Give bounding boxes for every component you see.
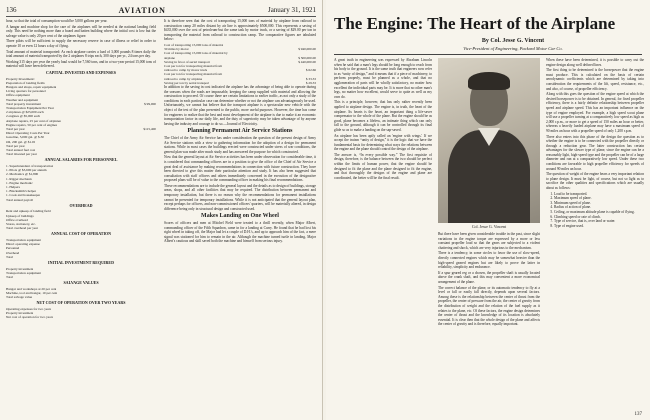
row-label: Property Investment:	[6, 76, 35, 81]
net-cost-table	[6, 307, 156, 320]
row-label: Property investment	[6, 266, 34, 271]
net-cost-heading: NET COST OF OPERATION OVER TWO YEARS	[36, 300, 126, 306]
row-label: 1. Blacksmith's helper	[6, 189, 37, 194]
row-value	[154, 315, 156, 319]
row-label: Cost per ton for transporting material from	[164, 72, 223, 77]
row-label: Engine repairs, 50 per cent of engines	[6, 122, 58, 127]
requirements-intro: The question of weight of the engine bears a very important relation to plane design. It must be light, of course, but not so light as to sacrifice the other qualities and specifications which are usually about as follows:	[546, 172, 644, 191]
row-label: Transportation equipment	[6, 238, 42, 243]
paragraph: But there have been given considerable trouble in the past, since slight variations in the engine torque are expressed by a more or less constant propeller load so that the gears are subjected to a violent chattering and shock, which are very injurious to the mechanism.	[438, 232, 540, 250]
row-label: 1. Cook and housekeeper	[6, 193, 41, 198]
row-label: Preparation of landing fields	[6, 80, 45, 85]
row-label: Transportation equipment	[6, 270, 42, 275]
row-label: Personnel	[6, 246, 20, 251]
row-label: Total per year	[6, 143, 25, 148]
row-value: $ 940,000.00	[298, 47, 316, 52]
journal-name: AVIATION	[118, 5, 166, 15]
paragraph: Along with this goes the question of the engine speed at which the desired horsepower is to be obtained. In general, for fixed propeller efficiency, there is a fairly definite relationship between propeller speed and airplane speed. This has an important influence on the type of engine employed. For example, a high speed scout plane will use a propeller turning at a comparatively low speed as high as 2,000 r.p.m., or more to get a speed of 150 miles an hour or better, whereas a heavily loaded airplane may have a maximum speed of 90 miles an hour with a propeller speed of only 1,200 r.p.m.	[546, 92, 644, 133]
list-item: 5. Ceiling, or maximum altitude plane is capable of flying.	[554, 210, 644, 215]
row-label: Machine, tool and hangar, 10 per cent	[6, 291, 58, 296]
list-item: 8. Type of engine used.	[554, 224, 644, 229]
row-label: Upkeep of buildings	[6, 213, 34, 218]
paragraph: There is a tendency, in some circles to favor the use of slow-speed, directly connected engines which may be somewhat heavier than the high-speed geared engines but are likely to prove the latter in reliability, simplicity and endurance.	[438, 251, 540, 270]
table-row	[6, 295, 156, 299]
paragraph: The Chief of the Army Air Service has under consideration the question of the present design of Army Air Service stations with a view to gathering information for the adoption of a design for permanent stations. While in most cases the buildings erected were constructed under stress of war conditions, the general plan was made after much study and has answered the purpose for which constructed.	[164, 135, 316, 154]
comparison-table	[164, 43, 316, 85]
overhead-table	[6, 209, 156, 230]
right-column-middle	[438, 232, 540, 408]
issue-date: January 31, 1921	[267, 6, 316, 14]
table-row	[6, 255, 156, 259]
paragraph: It is therefore seen that the cost of transporting 15,000 tons of material by airplane from railroad to construction camp 20 miles distant by air line is approximately $500,000. This represents a saving of $435,000 over the cost of petroleum-but the same task by motor truck, or a saving of $29.00 per ton in transporting the material from railroad to construction camp. The comparative figures are tabulated below:	[164, 19, 316, 42]
row-label: Total overhead per year	[6, 226, 39, 231]
row-label: 2 airplanes @ $25,000 each	[6, 110, 44, 115]
list-item: 3. Minimum speed of plane.	[554, 201, 644, 206]
row-label: Overhead	[6, 250, 20, 255]
row-label: Hangar and workshops at 20 per cent	[6, 286, 57, 291]
author-portrait-photo	[438, 58, 540, 223]
row-label: Total	[6, 254, 13, 259]
row-label: Direct Operating Costs Per Year	[6, 131, 50, 136]
row-label: Cost of transporting 15,000 tons of material by	[164, 51, 228, 56]
row-label: Rent and upkeep of landing field	[6, 209, 51, 214]
row-label: Cost of transporting 15,000 tons of material	[164, 42, 224, 47]
row-value: $ 29.33	[305, 80, 316, 85]
row-value	[154, 152, 156, 156]
list-item: 2. Maximum speed of plane.	[554, 196, 644, 201]
row-label: Gasoline, 5,000 gal. @ $.30	[6, 135, 44, 140]
row-label: railroad to camp by motor truck	[164, 68, 208, 73]
annual-heading: ANNUAL COST OF OPERATION	[50, 231, 112, 237]
paragraph: An airplane has been aptly called an 'engine with wings.' If we accept the truism “unity of design,” it is the logic that we have the fundamental basis for determining what ways the relations between the engine and the plane should control the design of the airplane.	[334, 133, 432, 152]
row-label: Property investment	[6, 311, 34, 316]
row-label: Airplane repairs, 25 per cent of airplanes	[6, 118, 62, 123]
row-value	[154, 275, 156, 279]
row-label: airplane	[164, 55, 175, 60]
right-page-number: 137	[634, 412, 642, 417]
table-row	[6, 152, 156, 156]
portrait-hair	[468, 72, 510, 90]
row-label: Total salvage value	[6, 295, 33, 300]
row-label: Living quarters for personnel	[6, 89, 46, 94]
title-divider	[334, 54, 642, 55]
article-title: The Engine: The Heart of the Airplane	[334, 14, 616, 33]
requirements-list	[546, 192, 644, 229]
author-affiliation: Vice-President of Engineering, Packard Motor Car Co.	[463, 46, 563, 51]
row-label: 1. Engine mechanic	[6, 180, 33, 185]
row-label: Net cost of operation for two years	[6, 315, 54, 320]
interest-table	[6, 267, 156, 280]
left-page-header	[6, 4, 316, 17]
row-value: $ 99,000	[144, 101, 156, 106]
paragraph: hour, so that the total of consumption would be 5,000 gallons per year.	[6, 19, 108, 23]
paragraph: The correct balance of the plane, or its automatic tendency to fly at a level or fall or easily fall directly, depends upon several factors. Among these is the relationship between the center of thrust from the propeller, the center of pressure from the air, the center of gravity from the distribution of weight and the relation of the fuel supply as it relates to the plane, etc. Of these factors, the engine design determines the center of thrust and the knowledge of its location is absolutely essential. It is clear then that the whole design of the plane and affects the center of gravity and is therefore, equally important.	[438, 285, 540, 327]
table-row	[6, 315, 156, 319]
row-label: Weather and equipment	[6, 97, 39, 102]
list-item: 7. Type of service, that is, over land or water.	[554, 219, 644, 224]
left-column-2	[164, 19, 316, 415]
paragraph: If a spur geared reg or a chosen, the propeller shaft is usually located above the crank shaft, and this may convenient a more economical arrangement of the plane.	[438, 270, 540, 284]
right-page	[326, 0, 650, 420]
paragraph: The answer is, “In every possible way.” The first requisite of design, therefore, is the balance between the two should be perfect within the limits of human power, that the engine should be designed to fit the plane and the plane designed to fit the engine, and that thoroughly the designs of the engine and plane are coordinated, the better will be the final result.	[334, 152, 432, 180]
paragraph: Working 315 days per year the yearly haul would be 7,560 tons, and in a two-year period 15,000 tons of material will have been delivered.	[6, 59, 156, 69]
salvage-heading: SALVAGE VALUES	[63, 280, 99, 286]
row-value: $115,400	[143, 126, 156, 131]
paragraph: There also enters into this phase of the design the question as to whether the engine is to be connected with the propeller directly or through a reduction gear. The latter construction has certain advantages for the slower type of plane, since the engine can be a reasonably light, high-speed type and the propeller can be of a large diameter and run at a comparatively low speed. Under these two conditions are favorable to high propeller efficiency for speeds of around 90 miles an hour.	[546, 134, 644, 171]
salaries-table	[6, 164, 156, 202]
row-value	[154, 198, 156, 202]
row-label: Oil, 200 gal. @ $1.00	[6, 139, 36, 144]
list-item: 1. Load to be transported.	[554, 192, 644, 197]
list-item: 4. Radius of action of plane.	[554, 205, 644, 210]
salvage-table	[6, 287, 156, 300]
left-column-1	[6, 19, 156, 415]
paragraph: Now that the general layout at Air Service activities has been under observation for considerable time, it is considered that commanding officers are in a position to give the office of the Chief of Air Service a great deal of assistance by making recommendations in connection with future construction. They have been directed to give this matter their particular attention and study. It has also been suggested that consultation with staff officers and others immediately concerned in the execution of the designative proposed plans will be of value to the commanding officer in making his final recommendations.	[164, 155, 316, 183]
row-value	[154, 295, 156, 299]
article-byline: By Col. Jesse G. Vincent	[481, 38, 545, 44]
row-label: 1. Superintendent of transportation	[6, 163, 54, 168]
row-value: $ 33.33	[305, 76, 316, 81]
row-label: Direct operating expense	[6, 242, 40, 247]
row-label: 1. Helpers	[6, 185, 20, 189]
row-value: $ 500,000.00	[298, 55, 316, 60]
row-label: Total	[6, 275, 13, 280]
row-label: Saving per ton by aerial transport	[164, 80, 210, 85]
list-item: 6. Climbing speed or rate of climb.	[554, 215, 644, 220]
overhead-heading: OVERHEAD	[69, 202, 93, 208]
row-label: Operating expenses for two years	[6, 307, 52, 312]
row-label: railroad to camp by airplane	[164, 76, 203, 81]
row-label: Hangars and shops, repair equipment	[6, 84, 57, 89]
row-value: $ 440,000.00	[298, 59, 316, 64]
row-label: Office overhead	[6, 217, 28, 222]
table-row	[6, 198, 156, 202]
section-title-air-stations: Planning Permanent Air Service Stations	[187, 128, 293, 135]
row-label: Transportation Equipment Per Year	[6, 105, 54, 110]
row-label: Cost per ton for transporting material from	[164, 63, 223, 68]
paragraph: The first thing to be determined is the horsepower that the engine must produce. This is calculated on the basis of certain aerodynamic coefficients which are determined by taking into consideration the requirements of the lift, speed, resistance, etc., and also, of course, of propeller efficiency.	[546, 68, 644, 91]
row-label: Total annual fuel cost	[6, 147, 36, 152]
row-label: Total annual payroll	[6, 197, 34, 202]
paragraph: Total amount of material transported: As each airplane carries a load of 3,000 pounds 8 times daily the total amount of material transported by the 2 airplanes 8 trips each, 300 days per yr., 24 tons per day.	[6, 49, 156, 59]
row-value: $ 62.66	[305, 68, 316, 73]
paragraph: When these have been determined, it is possible to carry out the engine design along well defined lines.	[546, 58, 644, 67]
annual-table	[6, 238, 156, 259]
row-label: Stores, stationery, etc.	[6, 222, 36, 227]
table-row	[6, 226, 156, 230]
paragraph: These recommendations are to include the general layout and the details as to design of buildings, storage areas, shops, and all other facilities that may be required. The distribution between permanent and temporary installation, but there is no reason why the recommendations for permanent installations cannot be presented for temporary installations. While it is not anticipated that the general layout plan, except perhaps for officers, and non-commissioned officers' quarters, will be materially altered, in design difference being only in structural design and constructed used.	[164, 183, 316, 211]
photo-caption: Col. Jesse G. Vincent	[471, 224, 507, 229]
row-label: 30 miles by motor	[164, 47, 189, 52]
interest-heading: INITIAL INVESTMENT REQUIRED	[48, 260, 114, 266]
capital-table	[6, 77, 156, 157]
row-label: 2 engines @ $5,000 each	[6, 114, 41, 119]
row-label: 2. Mechanics @ $1,800	[6, 172, 39, 177]
row-label: 1. Pilots @ $3,600 per annum	[6, 168, 47, 173]
row-value	[154, 226, 156, 230]
row-label: 1. Rigger mechanic	[6, 176, 33, 181]
paragraph: A hangar and machine shop for the care of the airplanes will be needed at the national landing field only. This need be nothing more than a board and batten building where the initial cost is low but the salvage value is only 20 per cent of the airplanes figure.	[6, 24, 156, 38]
paragraph: A great truth in engineering was expressed by Abraham Lincoln when he said that a man's legs should be long enough to reach from his body to the ground. It is the same truth that engineers now refer to as “unity of design,” and it means that if a piece of machinery, to perform properly, must be planned as a whole, and that no agglomeration of parts will be wholly satisfactory, no matter how excellent the individual parts may be. It is more that no other man's legs, no matter how excellent, would serve to quite as well as my own do.	[334, 58, 432, 99]
capital-heading: CAPITAL INVESTED AND EXPENSES	[45, 69, 117, 75]
row-label: Total per year	[6, 126, 25, 131]
right-column-1	[334, 58, 432, 408]
right-column-2	[546, 58, 644, 408]
left-page-number: 136	[6, 6, 17, 14]
row-label: Total invested per year	[6, 152, 37, 157]
row-label: Saving in favor of aerial transport	[164, 59, 210, 64]
row-value	[154, 255, 156, 259]
paragraph: Three pilots will be sufficient to supply the necessary reserve in case of illness or relief in order to operate 10 or even 12 hours a day of flying.	[6, 39, 156, 48]
table-row	[6, 275, 156, 279]
paragraph: This is a principle, however, that has only rather recently been applied to airplane design. The engine is, in truth, the heart of the airplane. Its hearts is the heart, an important thing a life-saver compensator to the whole of the plane. But the engine should be as good, plane becomes a lifeless, an intimate thing which can only fall to the ground, although it can be controlled through its final glide so as to make a landing on the sap-saved.	[334, 100, 432, 132]
paragraph: Scores of officers and men at Mitchel Field were treated to a thrill recently, when Major Albert, commanding officer of the Fifth Squadron, came in for a landing at Curry. He found that he had lost his right wheel in taking off, the Major had let a couple of D.H.'s, and up to approach him of the fact, a mere signal was stationed for him to remain in the air. Although the machine turned turtle in landing, Major Albert's cautious and skill saved both the machine and himself from serious injury.	[164, 221, 316, 244]
row-label: Total property investment	[6, 101, 41, 106]
left-page	[0, 0, 323, 420]
paragraph: In addition to the saving in cost indicated the airplane has the advantage of being able to operate during the seasons when the roads are impassable, keeping the camp supplied with material and allowing the construction to proceed. Of course there are certain limitations to earlier traffic, as not only a study of the conditions in each particular case can determine whether or not the airplane can advantageously be used. Unfortunately, we cannot but believe that the transport airplane is a spectacular new vehicle with the object of the test of the plan presented to the public, more useful purposes. However, the time has come for engineers to realize that the best and most development of the airplane is due to make it an economic transportation factor in our daily life, and the duty of superiority may be taken advantage of by anyone having the industry and courage to do so.—Journal of Electricity.	[164, 85, 316, 126]
section-title-one-wheel: Makes Landing on One Wheel	[201, 213, 279, 220]
salaries-heading: ANNUAL SALARIES FOR PERSONNEL	[44, 157, 118, 163]
row-label: Office equipment	[6, 93, 30, 98]
